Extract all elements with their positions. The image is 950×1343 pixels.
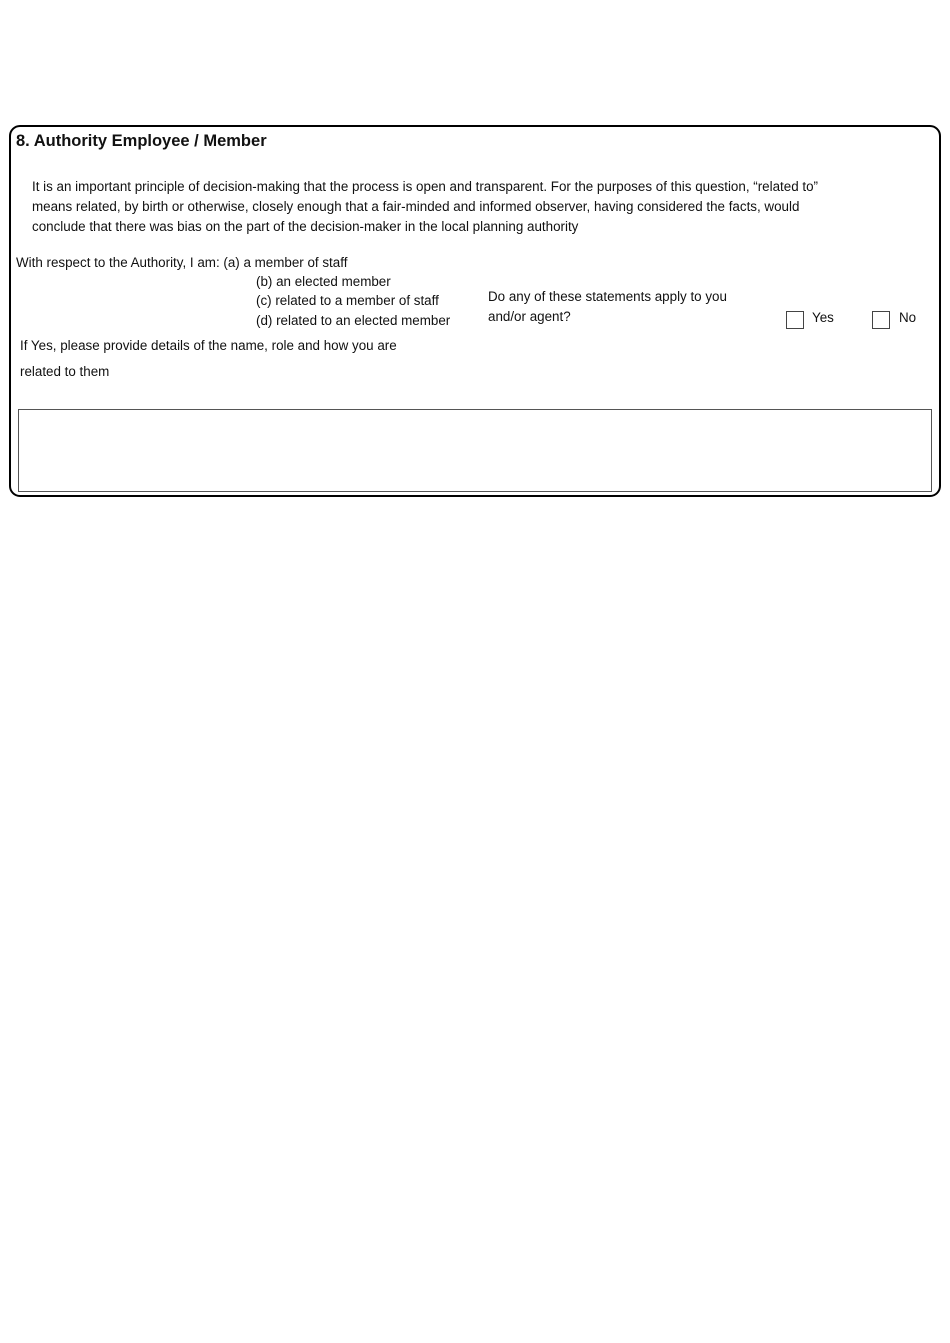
intro-line-1: It is an important principle of decision-making that the process is open and transparent. For the purposes of this question, “related to” (32, 179, 819, 194)
details-label-line-2: related to them (20, 364, 110, 379)
yes-label: Yes (812, 310, 834, 325)
details-label-line-1: If Yes, please provide details of the name, role and how you are (20, 338, 397, 353)
question-line-1: Do any of these statements apply to you (488, 289, 727, 304)
option-c: (c) related to a member of staff (256, 293, 439, 308)
intro-line-2: means related, by birth or otherwise, closely enough that a fair-minded and informed observer, having considered the facts, would (32, 199, 800, 214)
option-b: (b) an elected member (256, 274, 391, 289)
respect-label: With respect to the Authority, I am: (a) a member of staff (16, 255, 348, 270)
question-line-2: and/or agent? (488, 309, 571, 324)
no-checkbox[interactable] (872, 311, 890, 329)
details-input[interactable] (18, 409, 932, 492)
intro-line-3: conclude that there was bias on the part of the decision-maker in the local planning authority (32, 219, 579, 234)
yes-checkbox[interactable] (786, 311, 804, 329)
no-label: No (899, 310, 917, 325)
option-d: (d) related to an elected member (256, 313, 451, 328)
section-title: 8. Authority Employee / Member (16, 132, 267, 150)
